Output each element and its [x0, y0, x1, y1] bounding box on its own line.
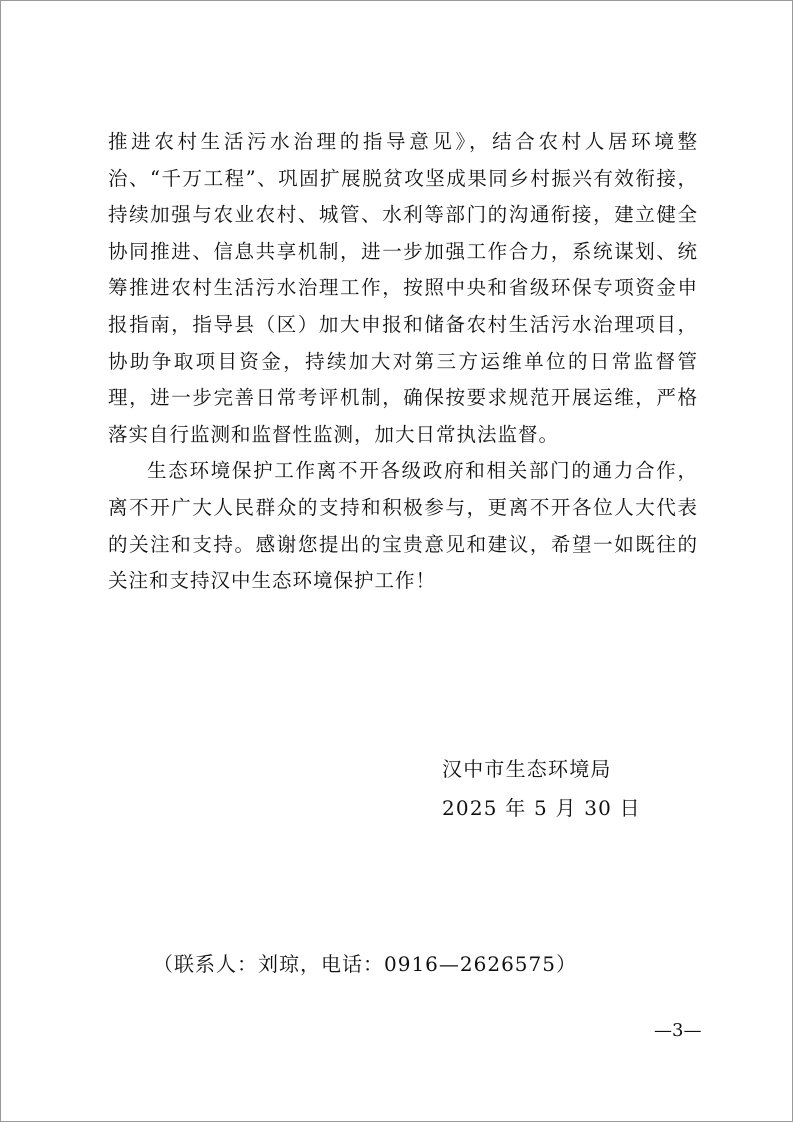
contact-info: （联系人：刘琼，电话：0916—2626575） — [153, 952, 577, 976]
page-number: —3— — [654, 1020, 702, 1041]
signature-organization: 汉中市生态环境局 — [442, 757, 612, 781]
paragraph-continued: 推进农村生活污水治理的指导意见》，结合农村人居环境整治、“千万工程”、巩固扩展脱贫攻坚成果同乡村振兴有效衔接，持续加强与农业农村、城管、水利等部门的沟通衔接，建立健全协同推进、信息共享机制，进一步加强工作合力，系统谋划、统筹推进农村生活污水治理工作，按照中央和省级环保专项资金申报指南，指导县（区）加大申报和储备农村生活污水治理项目，协助争取项目资金，持续加大对第三方运维单位的日常监督管理，进一步完善日常考评机制，确保按要求规范开展运维，严格落实自行监测和监督性监测，加大日常执法监督。 — [108, 130, 698, 446]
signature-date: 2025 年 5 月 30 日 — [442, 796, 641, 820]
paragraph-closing: 生态环境保护工作离不开各级政府和相关部门的通力合作，离不开广大人民群众的支持和积极参与，更离不开各位人大代表的关注和支持。感谢您提出的宝贵意见和建议，希望一如既往的关注和支持汉中生态环境保护工作！ — [108, 459, 698, 593]
document-body — [108, 124, 698, 600]
